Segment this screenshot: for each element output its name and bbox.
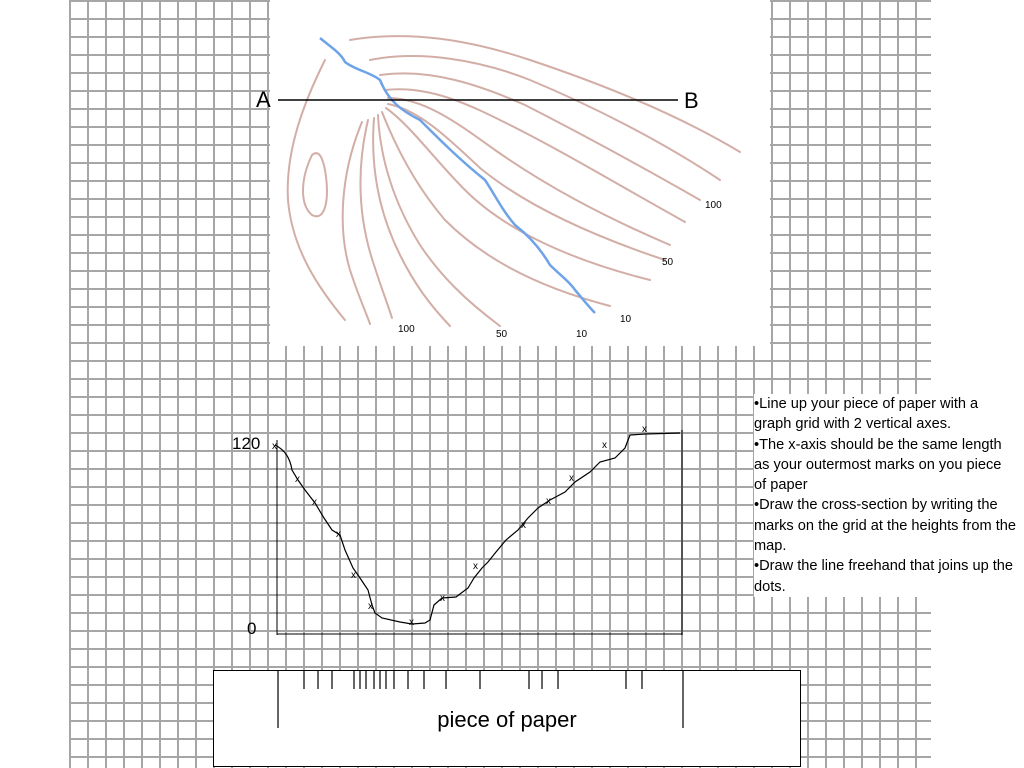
profile-point-marker: x: [569, 473, 574, 484]
profile-point-marker: x: [642, 424, 647, 435]
profile-point-marker: x: [336, 529, 341, 540]
instructions-panel: [754, 394, 1016, 597]
contour-label: 10: [620, 314, 632, 325]
contour-label: 100: [705, 200, 722, 211]
contour-lines: [288, 36, 740, 326]
profile-point-marker: x: [312, 497, 317, 508]
profile-point-marker: x: [272, 441, 277, 452]
paper-label: piece of paper: [437, 707, 577, 732]
contour-line: [303, 153, 327, 216]
contour-label: 100: [398, 324, 415, 335]
profile-point-marker: x: [546, 496, 551, 507]
contour-line: [388, 98, 670, 245]
instruction-item: •Draw the line freehand that joins up the dots.: [754, 558, 1014, 595]
profile-point-marker: x: [351, 570, 356, 581]
contour-label: 50: [496, 329, 508, 340]
profile-point-marker: x: [409, 617, 414, 628]
instruction-item: •Line up your piece of paper with a graph grid with 2 vertical axes.: [754, 396, 979, 433]
cross-section-graph: [220, 400, 695, 640]
profile-point-marker: x: [521, 520, 526, 531]
profile-point-marker: x: [368, 601, 373, 612]
piece-of-paper: [213, 670, 801, 767]
point-b-label: B: [684, 88, 699, 113]
point-a-label: A: [256, 87, 271, 112]
contour-line: [343, 122, 370, 324]
contour-line: [382, 112, 610, 306]
profile-point-marker: x: [295, 474, 300, 485]
profile-point-marker: x: [602, 440, 607, 451]
contour-label: 10: [576, 329, 588, 340]
instruction-item: •Draw the cross-section by writing the marks on the grid at the heights from the map.: [754, 497, 1017, 555]
contour-line: [288, 60, 345, 320]
profile-point-marker: x: [440, 593, 445, 604]
contour-map: [256, 0, 770, 346]
contour-line: [361, 120, 392, 318]
contour-label: 50: [662, 257, 674, 268]
contour-line: [350, 36, 740, 152]
y-axis-top-label: 120: [232, 434, 261, 453]
y-axis-bottom-label: 0: [247, 619, 257, 638]
instruction-item: •The x-axis should be the same length as your outermost marks on you piece of paper: [754, 436, 1002, 494]
profile-point-marker: x: [473, 561, 478, 572]
